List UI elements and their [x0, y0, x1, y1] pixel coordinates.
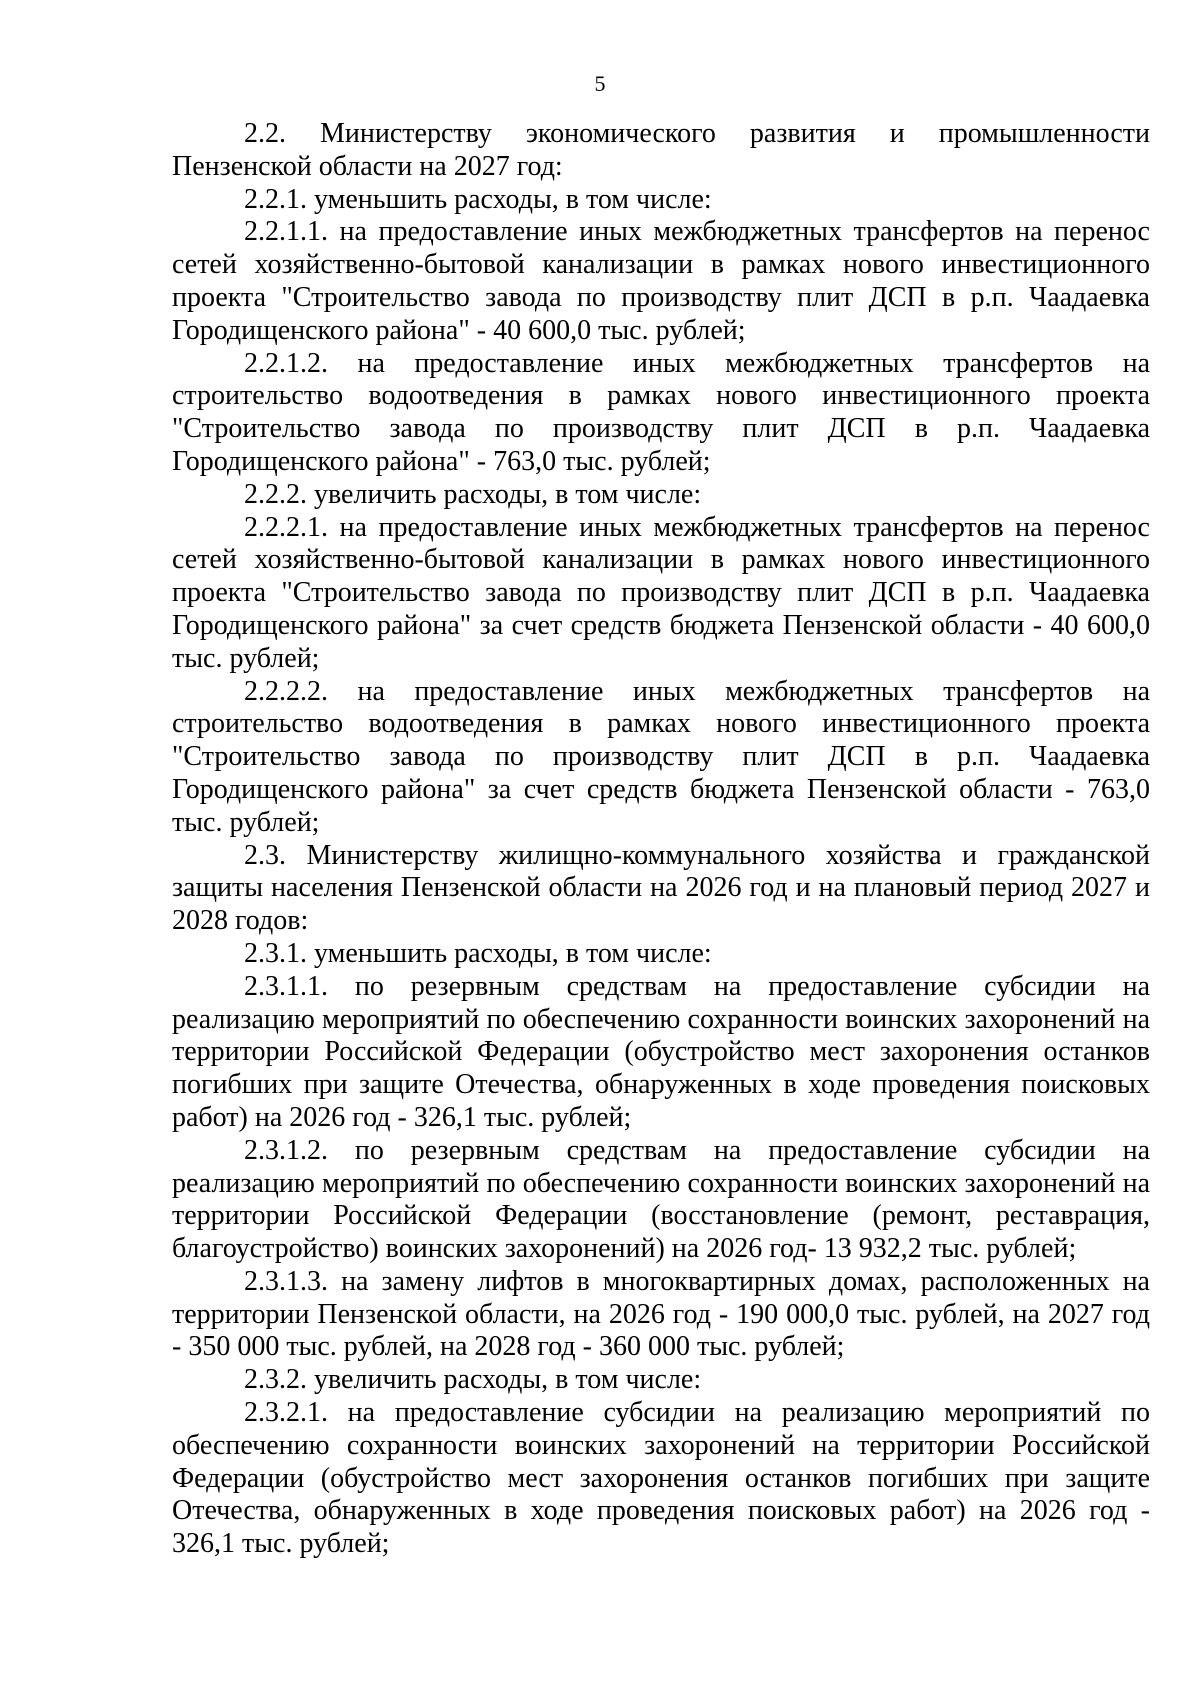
paragraph-2-3-1-1: 2.3.1.1. по резервным средствам на предоставление субсидии на реализацию мероприятий по обеспечению сохранности воинских захоронений на территории Российской Федерации (обустройство мест захоронения останков погибших при защите Отечества, обнаруженных в ходе проведения поисковых работ) на 2026 год - 326,1 тыс. рублей; [172, 970, 1150, 1133]
document-body [172, 118, 1150, 1561]
paragraph-2-3-1: 2.3.1. уменьшить расходы, в том числе: [244, 937, 712, 969]
paragraph-2-2: 2.2. Министерству экономического развития и промышленности Пензенской области на 2027 год: [172, 118, 1150, 182]
paragraph-2-3-2: 2.3.2. увеличить расходы, в том числе: [244, 1364, 702, 1396]
paragraph-2-2-1-2: 2.2.1.2. на предоставление иных межбюджетных трансфертов на строительство водоотведения в рамках нового инвестиционного проекта "Строительство завода по производству плит ДСП в р.п. Чаадаевка Городищенского района" - 763,0 тыс. рублей; [172, 347, 1150, 477]
page-number: 5 [594, 71, 606, 96]
paragraph-2-3: 2.3. Министерству жилищно-коммунального хозяйства и гражданской защиты населения Пензенской области на 2026 год и на плановый период 2027 и 2028 годов: [172, 839, 1150, 937]
paragraph-2-3-2-1: 2.3.2.1. на предоставление субсидии на реализацию мероприятий по обеспечению сохранности воинских захоронений на территории Российской Федерации (обустройство мест захоронения останков погибших при защите Отечества, обнаруженных в ходе проведения поисковых работ) на 2026 год - 326,1 тыс. рублей; [172, 1397, 1150, 1560]
paragraph-2-2-2-2: 2.2.2.2. на предоставление иных межбюджетных трансфертов на строительство водоотведения в рамках нового инвестиционного проекта "Строительство завода по производству плит ДСП в р.п. Чаадаевка Городищенского района" за счет средств бюджета Пензенской области - 763,0 тыс. рублей; [172, 675, 1150, 838]
paragraph-2-2-2: 2.2.2. увеличить расходы, в том числе: [244, 478, 702, 510]
paragraph-2-3-1-2: 2.3.1.2. по резервным средствам на предоставление субсидии на реализацию мероприятий по обеспечению сохранности воинских захоронений на территории Российской Федерации (восстановление (ремонт, реставрация, благоустройство) воинских захоронений) на 2026 год- 13 932,2 тыс. рублей; [172, 1134, 1150, 1265]
paragraph-2-2-1: 2.2.1. уменьшить расходы, в том числе: [244, 183, 712, 215]
paragraph-2-3-1-3: 2.3.1.3. на замену лифтов в многоквартирных домах, расположенных на территории Пензенской области, на 2026 год - 190 000,0 тыс. рублей, на 2027 год - 350 000 тыс. рублей, на 2028 год - 360 000 тыс. рублей; [172, 1265, 1150, 1363]
paragraph-2-2-2-1: 2.2.2.1. на предоставление иных межбюджетных трансфертов на перенос сетей хозяйственно-бытовой канализации в рамках нового инвестиционного проекта "Строительство завода по производству плит ДСП в р.п. Чаадаевка Городищенского района" за счет средств бюджета Пензенской области - 40 600,0 тыс. рублей; [172, 511, 1150, 674]
paragraph-2-2-1-1: 2.2.1.1. на предоставление иных межбюджетных трансфертов на перенос сетей хозяйственно-бытовой канализации в рамках нового инвестиционного проекта "Строительство завода по производству плит ДСП в р.п. Чаадаевка Городищенского района" - 40 600,0 тыс. рублей; [172, 216, 1150, 346]
